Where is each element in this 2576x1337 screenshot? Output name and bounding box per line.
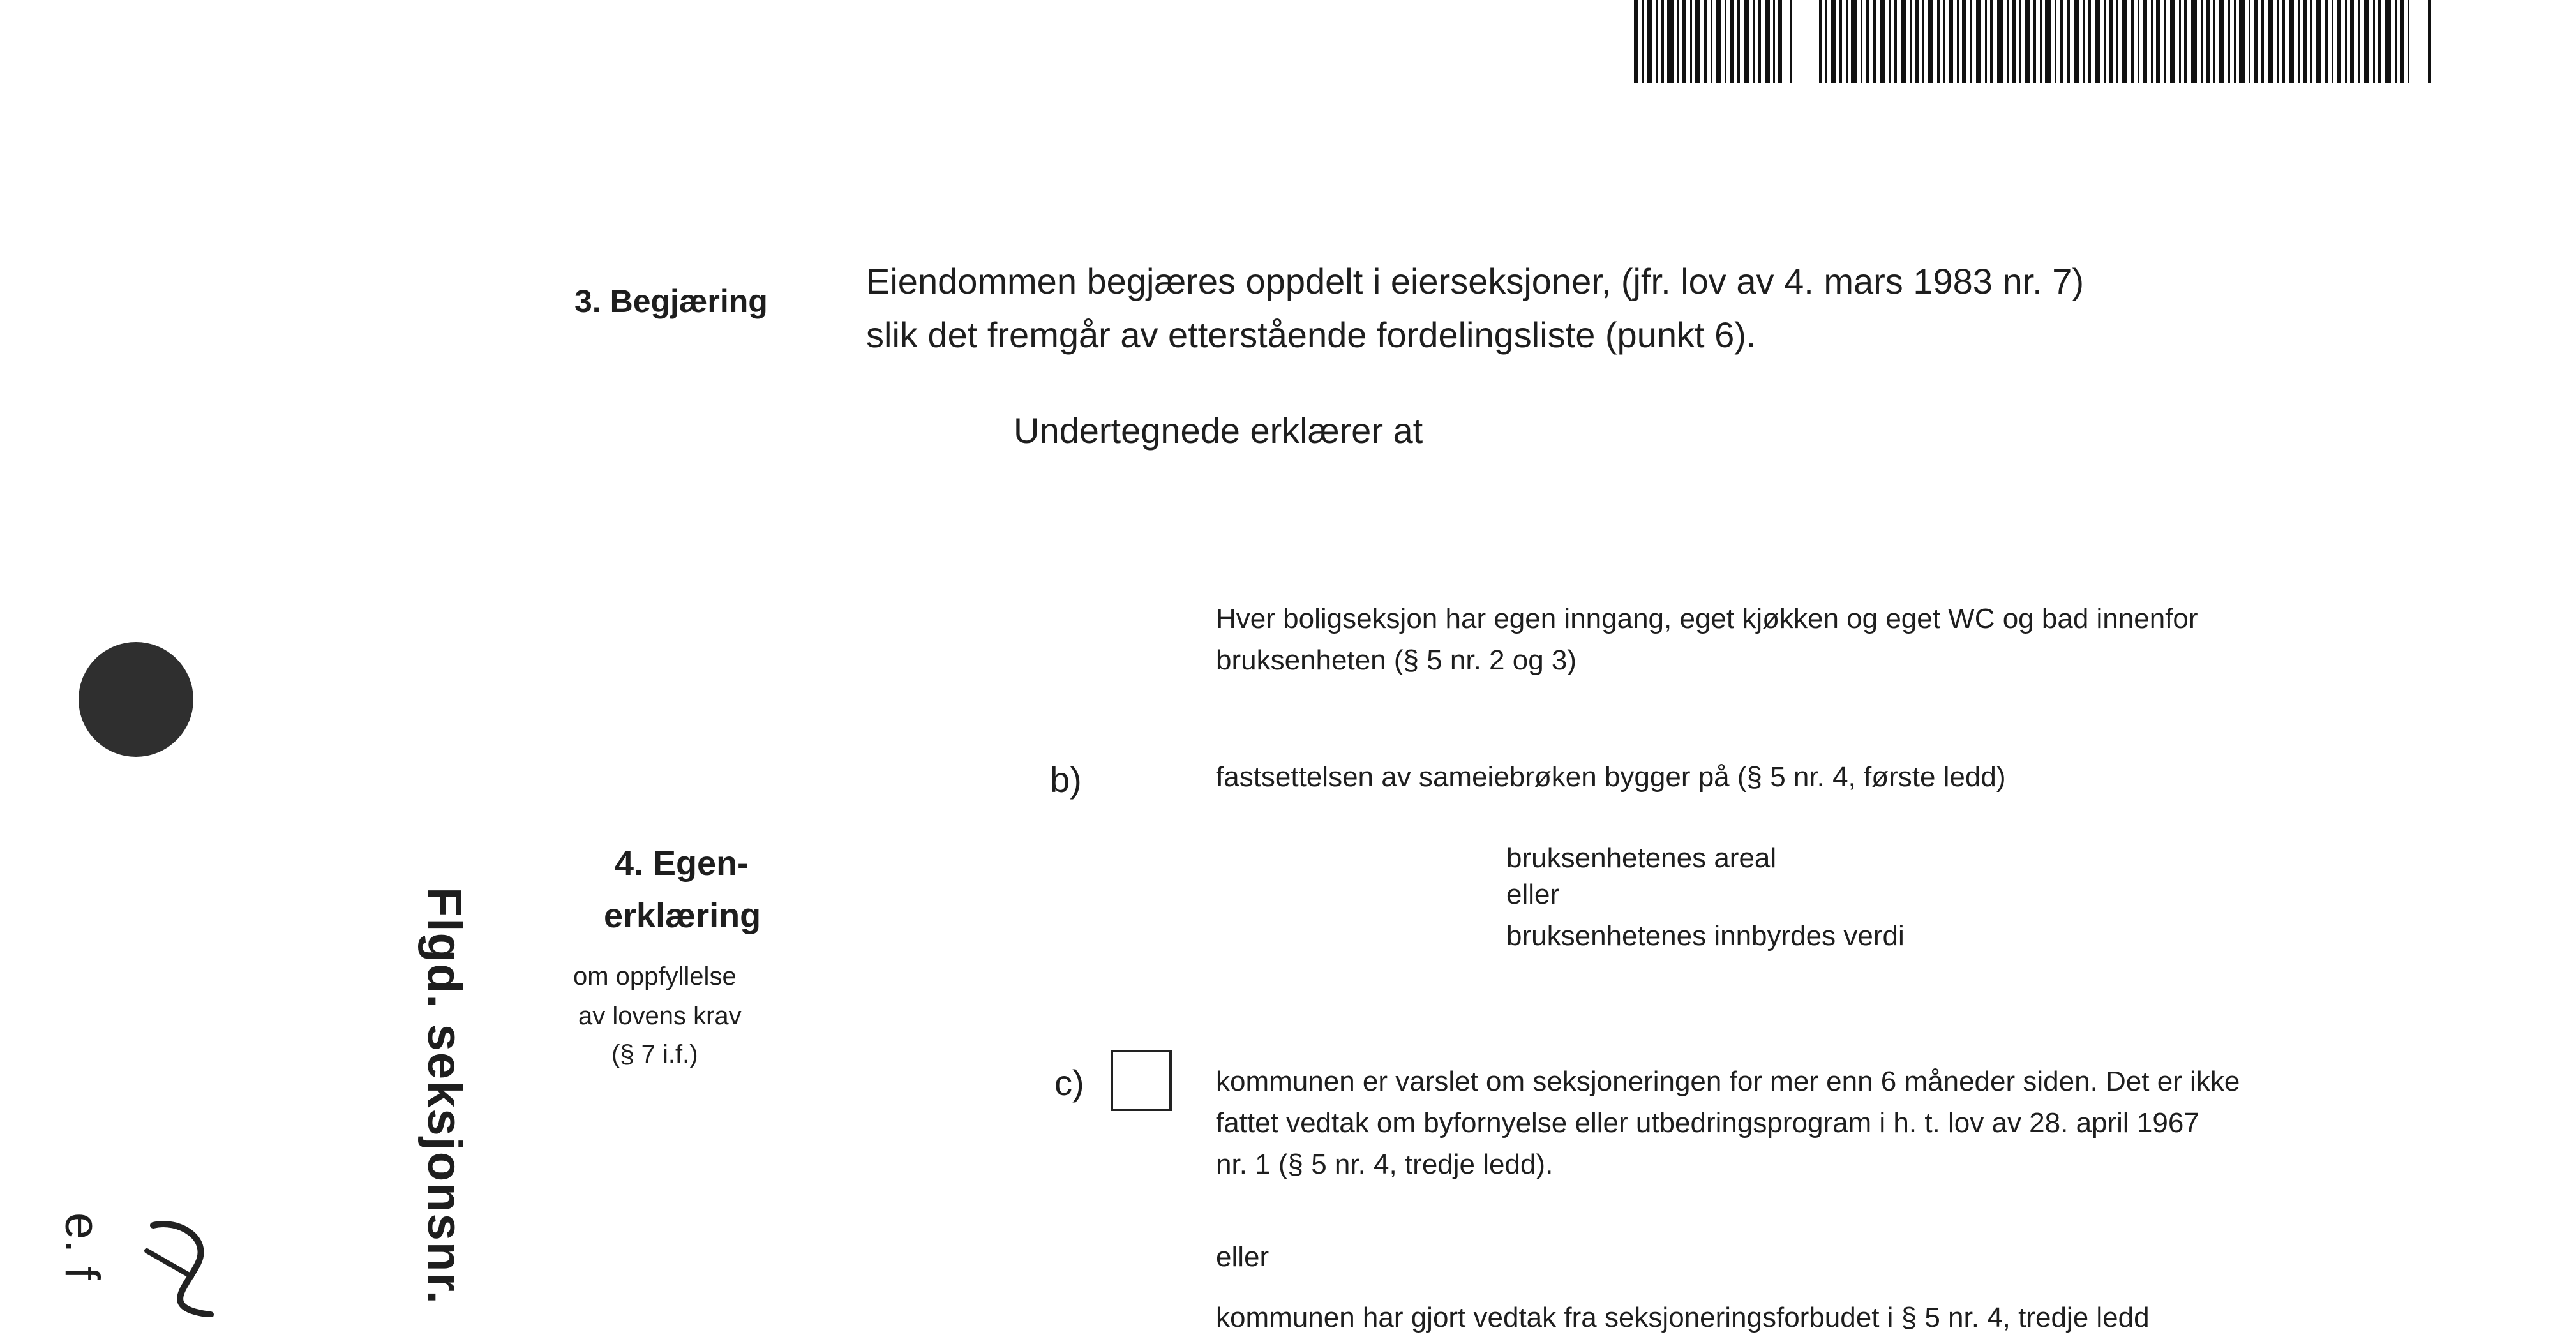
section-4-heading-line-2: erklæring <box>604 897 761 935</box>
section-4-heading-line-1: 4. Egen- <box>615 844 749 883</box>
item-a-line-1: Hver boligseksjon har egen inngang, eget kjøkken og eget WC og bad innenfor <box>1216 603 2198 634</box>
section-3-line-2: slik det fremgår av etterstående fordelingsliste (punkt 6). <box>866 315 1756 355</box>
section-3-line-1: Eiendommen begjæres oppdelt i eierseksjoner, (jfr. lov av 4. mars 1983 nr. 7) <box>866 261 2085 301</box>
item-b-or: eller <box>1506 879 1560 910</box>
punch-hole <box>79 642 193 757</box>
item-c-checkbox[interactable] <box>1111 1050 1172 1111</box>
section-4-sub-line-2: av lovens krav <box>578 1002 742 1030</box>
section-4-sub-line-1: om oppfyllelse <box>573 962 737 990</box>
item-c-line-1: kommunen er varslet om seksjoneringen for mer enn 6 måneder siden. Det er ikke <box>1216 1066 2240 1097</box>
margin-vertical-text-2: e. f <box>55 1213 109 1280</box>
section-3-heading: 3. Begjæring <box>574 283 768 319</box>
item-a-line-2: bruksenheten (§ 5 nr. 2 og 3) <box>1216 645 1577 676</box>
barcode <box>1634 0 2432 83</box>
item-c-line-3: nr. 1 (§ 5 nr. 4, tredje ledd). <box>1216 1149 1554 1180</box>
item-b-option-area: bruksenhetenes areal <box>1506 842 1777 874</box>
handwritten-signature <box>140 1213 223 1317</box>
item-c-or: eller <box>1216 1241 1269 1273</box>
item-c-line-2: fattet vedtak om byfornyelse eller utbedringsprogram i h. t. lov av 28. april 1967 <box>1216 1107 2199 1139</box>
item-b-text: fastsettelsen av sameiebrøken bygger på (§ 5 nr. 4, første ledd) <box>1216 761 2006 793</box>
item-c-line-4: kommunen har gjort vedtak fra seksjoneringsforbudet i § 5 nr. 4, tredje ledd <box>1216 1302 2150 1333</box>
item-c-marker: c) <box>1054 1063 1084 1103</box>
margin-vertical-text: Flgd. seksjonsnr. <box>417 887 472 1305</box>
item-b-option-value: bruksenhetenes innbyrdes verdi <box>1506 920 1905 952</box>
item-b-marker: b) <box>1050 759 1082 800</box>
declaration-intro: Undertegnede erklærer at <box>1014 410 1423 451</box>
section-4-sub-line-3: (§ 7 i.f.) <box>611 1040 698 1068</box>
